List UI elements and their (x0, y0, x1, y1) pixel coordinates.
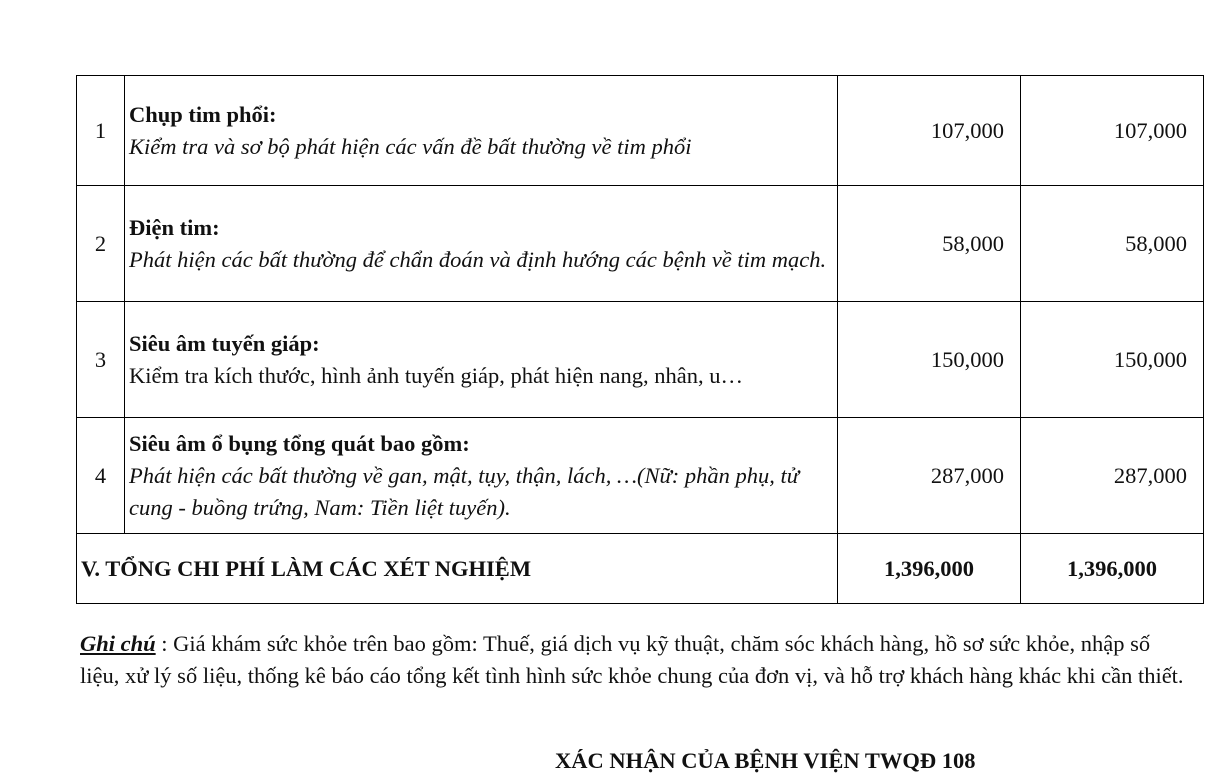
item-desc: Kiểm tra và sơ bộ phát hiện các vấn đề bất thường về tim phổi (129, 133, 692, 159)
item-desc: Kiểm tra kích thước, hình ảnh tuyến giáp, phát hiện nang, nhân, u… (129, 362, 743, 388)
price-cell-1: 150,000 (838, 302, 1021, 418)
price-cell-1: 287,000 (838, 418, 1021, 534)
row-description (125, 186, 838, 302)
row-description (125, 76, 838, 186)
item-desc: Phát hiện các bất thường để chẩn đoán và định hướng các bệnh về tim mạch. (129, 246, 827, 272)
note-separator: : (155, 631, 174, 656)
total-price-2: 1,396,000 (1021, 534, 1204, 604)
table-row (77, 76, 1204, 186)
row-number: 3 (77, 302, 125, 418)
row-description (125, 302, 838, 418)
total-row (77, 534, 1204, 604)
note-text: Giá khám sức khỏe trên bao gồm: Thuế, giá dịch vụ kỹ thuật, chăm sóc khách hàng, hồ sơ sức khỏe, nhập số liệu, xử lý số liệu, thống kê báo cáo tổng kết tình hình sức khỏe chung của đơn vị, và hỗ trợ khách hàng khác khi cần thiết. (80, 631, 1184, 688)
price-cell-2: 58,000 (1021, 186, 1204, 302)
price-cell-2: 150,000 (1021, 302, 1204, 418)
price-cell-1: 107,000 (838, 76, 1021, 186)
table-row (77, 418, 1204, 534)
item-title: Siêu âm ổ bụng tổng quát bao gồm: (129, 430, 470, 456)
total-label: V. TỔNG CHI PHÍ LÀM CÁC XÉT NGHIỆM (77, 534, 838, 604)
item-title: Siêu âm tuyến giáp: (129, 330, 320, 356)
price-cell-1: 58,000 (838, 186, 1021, 302)
table-row (77, 186, 1204, 302)
item-title: Chụp tim phổi: (129, 101, 277, 127)
row-number: 1 (77, 76, 125, 186)
row-number: 4 (77, 418, 125, 534)
note-label: Ghi chú (80, 631, 156, 656)
price-cell-2: 107,000 (1021, 76, 1204, 186)
row-description (125, 418, 838, 534)
price-cell-2: 287,000 (1021, 418, 1204, 534)
item-title: Điện tim: (129, 214, 220, 240)
total-price-1: 1,396,000 (838, 534, 1021, 604)
item-desc: Phát hiện các bất thường về gan, mật, tụy, thận, lách, …(Nữ: phần phụ, tử cung - buồng trứng, Nam: Tiền liệt tuyến). (129, 462, 799, 520)
row-number: 2 (77, 186, 125, 302)
table-row (77, 302, 1204, 418)
note-paragraph (80, 628, 1190, 692)
price-table (76, 75, 1204, 604)
confirmation-heading: XÁC NHẬN CỦA BỆNH VIỆN TWQĐ 108 (555, 748, 976, 773)
